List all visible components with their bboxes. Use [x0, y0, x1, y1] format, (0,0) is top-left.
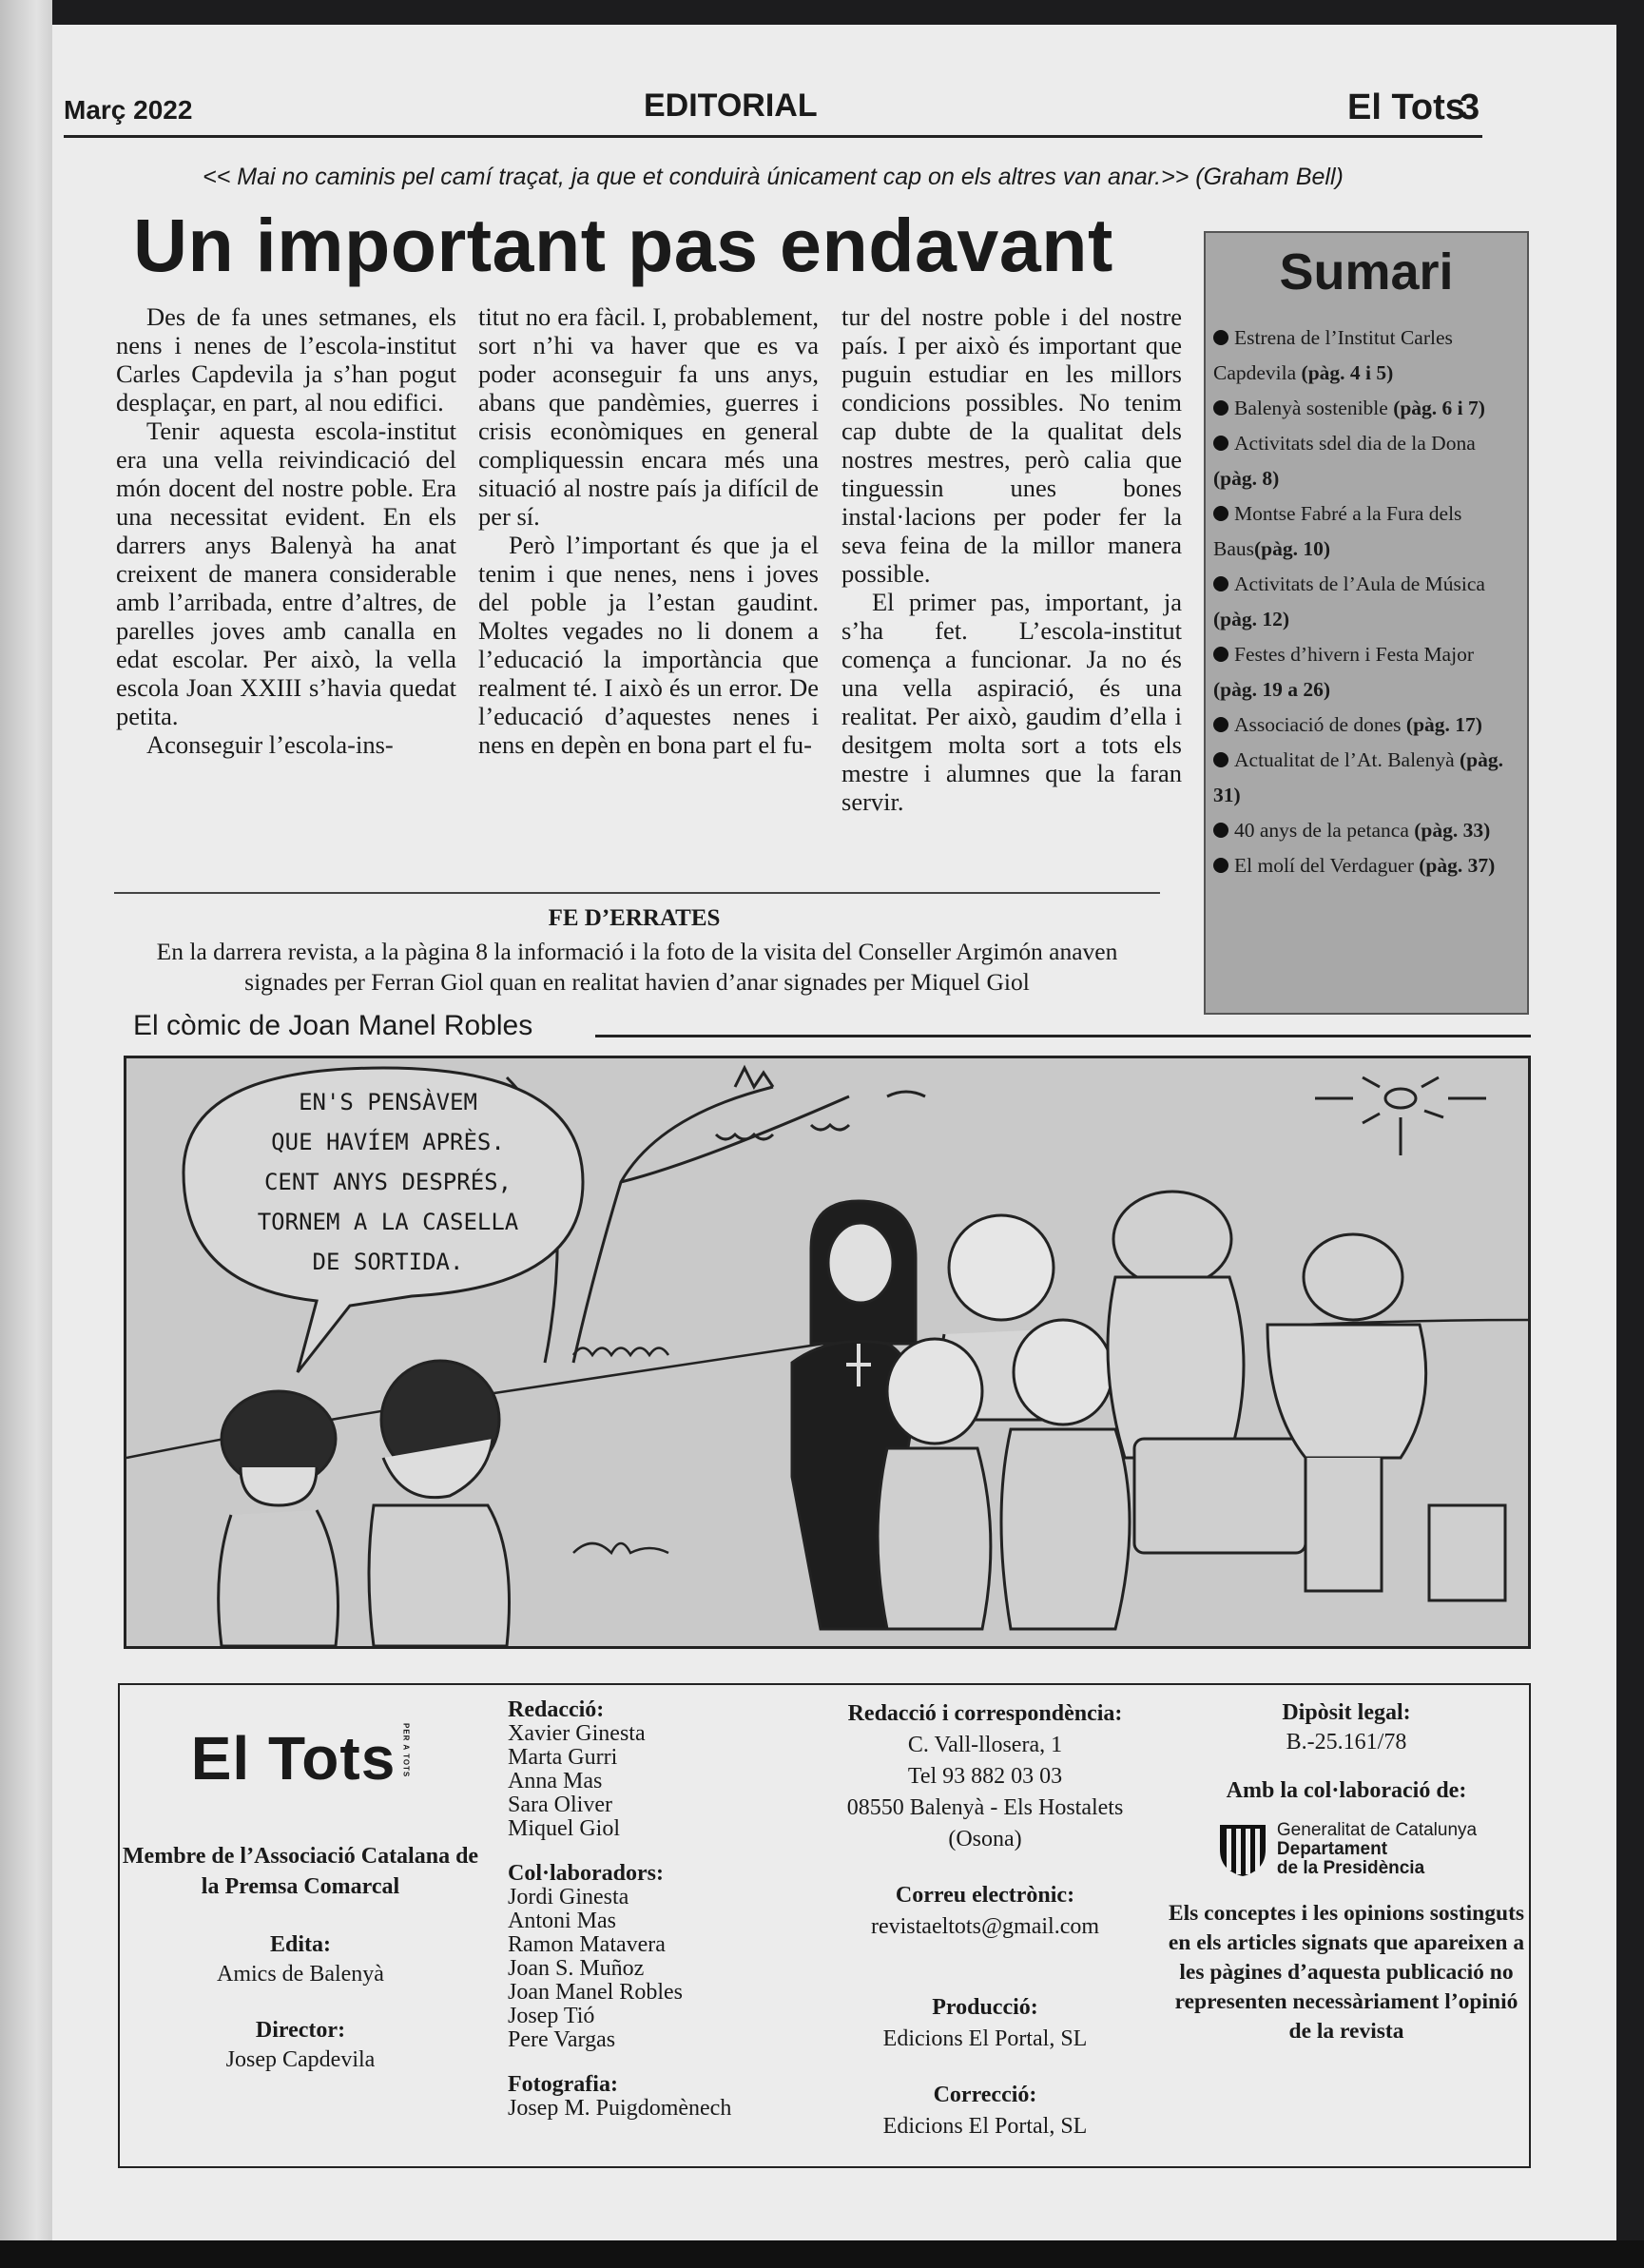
- page-fold-edge: [0, 0, 52, 2268]
- summary-item[interactable]: [1206, 708, 1527, 743]
- divider: [595, 1035, 1531, 1037]
- generalitat-emblem-icon: [1216, 1821, 1269, 1878]
- production-label: Producció:: [932, 1995, 1038, 2020]
- article-column-2: [478, 302, 819, 759]
- summary-item[interactable]: [1206, 637, 1527, 708]
- gencat-line: Generalitat de Catalunya: [1276, 1820, 1478, 1840]
- credits-box: [118, 1683, 1531, 2168]
- summary-item[interactable]: [1206, 496, 1527, 567]
- staff-name: Anna Mas: [508, 1769, 603, 1793]
- article-headline: Un important pas endavant: [133, 203, 1113, 287]
- publisher-label: Edita:: [269, 1932, 331, 1957]
- summary-item[interactable]: [1206, 743, 1527, 813]
- summary-item[interactable]: [1206, 320, 1527, 391]
- correction-label: Correcció:: [933, 2083, 1037, 2107]
- errata-text: En la darrera revista, a la pàgina 8 la informació i la foto de la visita del Conseller Argimón anaven signades per Ferran Giol quan en realitat havien d’anar signades per Miquel Giol: [156, 938, 1118, 996]
- summary-item[interactable]: [1206, 848, 1527, 883]
- credits-column-publisher: [120, 1685, 481, 2073]
- bullet-icon: [1213, 436, 1228, 451]
- page-header: [64, 67, 1482, 138]
- el-tots-logo: [120, 1723, 481, 1793]
- bullet-icon: [1213, 506, 1228, 521]
- collaborator-name: Antoni Mas: [508, 1909, 616, 1933]
- collaborator-name: Ramon Matavera: [508, 1932, 666, 1957]
- summary-item-text: Associació de dones: [1234, 713, 1406, 736]
- credits-column-contact: [823, 1698, 1147, 2142]
- bullet-icon: [1213, 858, 1228, 873]
- girl-figure: [878, 1339, 991, 1629]
- summary-item-page: (pàg. 17): [1405, 713, 1482, 736]
- summary-item-text: Balenyà sostenible: [1234, 397, 1394, 419]
- speech-bubble-text: [217, 1082, 559, 1282]
- address-line: (Osona): [948, 1827, 1022, 1851]
- paragraph: Aconseguir l’escola-ins-: [146, 730, 394, 759]
- credits-column-staff: [508, 1698, 812, 2121]
- comic-strip: [124, 1056, 1531, 1649]
- address-line: 08550 Balenyà - Els Hostalets: [846, 1795, 1124, 1820]
- collaborator-name: Joan Manel Robles: [508, 1980, 683, 2005]
- summary-box: [1204, 231, 1529, 1015]
- collaborator-name: Jordi Ginesta: [508, 1885, 629, 1909]
- summary-item-text: Festes d’hivern i Festa Major: [1234, 643, 1474, 666]
- disclaimer-text: Els conceptes i les opinions sostinguts en els articles signats que apareixen a les pàgines d’aquesta publicació no representen necessàriament l’opinió de la revista: [1168, 1901, 1525, 2044]
- collaborators-label: Col·laboradors:: [508, 1861, 665, 1886]
- article-column-1: [116, 302, 456, 759]
- photo-label: Fotografia:: [508, 2072, 618, 2097]
- collaborator-name: Josep Tió: [508, 2004, 595, 2028]
- comic-label: El còmic de Joan Manel Robles: [133, 1010, 533, 1041]
- credits-column-legal: [1166, 1698, 1527, 2046]
- gencat-line: de la Presidència: [1276, 1858, 1425, 1878]
- collaborator-name: Joan S. Muñoz: [508, 1956, 645, 1981]
- summary-item-text: Activitats sdel dia de la Dona: [1234, 432, 1476, 455]
- summary-item-page: (pàg. 33): [1414, 819, 1491, 842]
- summary-item[interactable]: [1206, 391, 1527, 426]
- summary-item-text: Actualitat de l’At. Balenyà: [1234, 748, 1460, 771]
- director-label: Director:: [255, 2018, 346, 2043]
- paragraph: Des de fa unes setmanes, els nens i nenes de l’escola-institut Carles Capdevila ja s’han pogut desplaçar, en part, al nou edifici.: [116, 302, 456, 417]
- collaborator-name: Pere Vargas: [508, 2027, 616, 2052]
- bullet-icon: [1213, 717, 1228, 732]
- article-body: [64, 302, 1182, 881]
- summary-item-text: El molí del Verdaguer: [1234, 854, 1420, 877]
- bullet-icon: [1213, 330, 1228, 345]
- publisher-value: Amics de Balenyà: [217, 1962, 384, 1987]
- photo-credit: Josep M. Puigdomènech: [508, 2096, 732, 2121]
- gencat-line: Departament: [1276, 1839, 1388, 1859]
- paragraph: Però l’important és que ja el tenim i que nenes, nens i joves del poble ja l’estan gaudint. Moltes vegades no li donem a l’educació la importància que realment té. I això és un error. De l’educació d’aquestes nenes i nens en depèn en bona part el fu-: [478, 531, 819, 759]
- summary-item-page: (pàg. 19 a 26): [1213, 678, 1331, 701]
- bubble-line: CENT ANYS DESPRÉS,: [263, 1169, 513, 1195]
- paragraph: titut no era fàcil. I, probablement, sort n’hi va haver que es va poder aconseguir fa uns anys, abans que pandèmies, guerres i crisis econòmiques en general compliquessin encara més una situació al nostre país ja difícil de per sí.: [478, 302, 819, 531]
- scan-border: [0, 2240, 1644, 2268]
- summary-item[interactable]: [1206, 813, 1527, 848]
- staff-name: Sara Oliver: [508, 1793, 612, 1817]
- bullet-icon: [1213, 752, 1228, 767]
- support-label: Amb la col·laboració de:: [1226, 1778, 1467, 1803]
- bullet-icon: [1213, 823, 1228, 838]
- staff-name: Marta Gurri: [508, 1745, 618, 1770]
- email-link[interactable]: revistaeltots@gmail.com: [870, 1914, 1100, 1939]
- paragraph: El primer pas, important, ja s’ha fet. L’escola-institut comença a funcionar. Ja no és una vella aspiració, és una realitat. Per això, gaudim d’ella i desitgem molta sort a tots els mestre i alumnes que la faran servir.: [841, 588, 1182, 816]
- paragraph: Tenir aquesta escola-institut era una vella reivindicació del món docent del nostre poble. Era una necessitat evident. En els darrers anys Balenyà ha anat creixent de manera considerable amb l’arribada, entre d’altres, de parelles joves amb canalla en edat escolar. Per això, la vella escola Joan XXIII s’havia quedat petita.: [116, 417, 456, 730]
- child-figure: [219, 1391, 338, 1646]
- correspondence-label: Redacció i correspondència:: [847, 1701, 1123, 1726]
- address-line: C. Vall-llosera, 1: [907, 1733, 1063, 1757]
- summary-item-page: (pàg. 37): [1419, 854, 1496, 877]
- logo-tagline: PER A TOTS: [401, 1723, 411, 1778]
- director-value: Josep Capdevila: [225, 2047, 376, 2072]
- summary-item-page: (pàg. 4 i 5): [1301, 361, 1394, 384]
- summary-item-text: Estrena de l’Institut Carles Capdevila: [1213, 326, 1453, 384]
- summary-item-text: 40 anys de la petanca: [1234, 819, 1415, 842]
- child-figure: [369, 1361, 510, 1646]
- bubble-line: QUE HAVÍEM APRÈS.: [271, 1129, 505, 1155]
- email-label: Correu electrònic:: [895, 1883, 1075, 1908]
- divider: [114, 892, 1160, 894]
- summary-title: Sumari: [1279, 243, 1454, 300]
- production-value: Edicions El Portal, SL: [882, 2026, 1088, 2051]
- summary-item-page: (pàg. 10): [1254, 537, 1331, 560]
- header-date: Març 2022: [64, 95, 193, 125]
- paragraph: tur del nostre poble i del nostre país. I per això és important que puguin estudiar en les millors condicions possibles. No tenim cap dubte de la qualitat dels nostres mestres, però calia que tinguessin unes bones instal·lacions per poder fer la seva feina de la millor manera possible.: [841, 302, 1182, 588]
- logo-text: El Tots: [190, 1724, 396, 1793]
- generalitat-text: [1277, 1821, 1477, 1878]
- bubble-line: DE SORTIDA.: [312, 1249, 464, 1275]
- bullet-icon: [1213, 576, 1228, 591]
- header-publication: El Tots: [1347, 87, 1465, 127]
- summary-item[interactable]: [1206, 567, 1527, 637]
- article-column-3: [841, 302, 1182, 816]
- summary-item-page: (pàg. 31): [1213, 748, 1504, 806]
- legal-deposit-label: Dipòsit legal:: [1282, 1700, 1411, 1725]
- generalitat-logo: [1166, 1821, 1527, 1878]
- redaccio-label: Redacció:: [508, 1697, 605, 1722]
- summary-item[interactable]: [1206, 426, 1527, 496]
- membership-text: Membre de l’Associació Catalana de la Premsa Comarcal: [122, 1844, 479, 1899]
- summary-item-text: Activitats de l’Aula de Música: [1234, 572, 1485, 595]
- sun-icon: [1315, 1077, 1486, 1155]
- summary-item-page: (pàg. 12): [1213, 608, 1290, 630]
- bubble-line: TORNEM A LA CASELLA: [257, 1209, 519, 1235]
- errata-title: FE D’ERRATES: [548, 905, 721, 931]
- header-page-number: 3: [1460, 87, 1480, 127]
- address-line: Tel 93 882 03 03: [907, 1764, 1063, 1789]
- bubble-line: EN'S PENSÀVEM: [299, 1089, 477, 1115]
- bullet-icon: [1213, 400, 1228, 416]
- header-section: EDITORIAL: [644, 87, 818, 124]
- summary-item-text: Montse Fabré a la Fura dels Baus: [1213, 502, 1462, 560]
- staff-name: Miquel Giol: [508, 1816, 620, 1841]
- staff-name: Xavier Ginesta: [508, 1721, 646, 1746]
- summary-item-page: (pàg. 6 i 7): [1393, 397, 1485, 419]
- legal-deposit-value: B.-25.161/78: [1286, 1730, 1407, 1754]
- bullet-icon: [1213, 647, 1228, 662]
- epigraph-quote: << Mai no caminis pel camí traçat, ja que et conduirà únicament cap on els altres van anar.>> (Graham Bell): [203, 164, 1344, 190]
- summary-item-page: (pàg. 8): [1213, 467, 1280, 490]
- correction-value: Edicions El Portal, SL: [882, 2114, 1088, 2139]
